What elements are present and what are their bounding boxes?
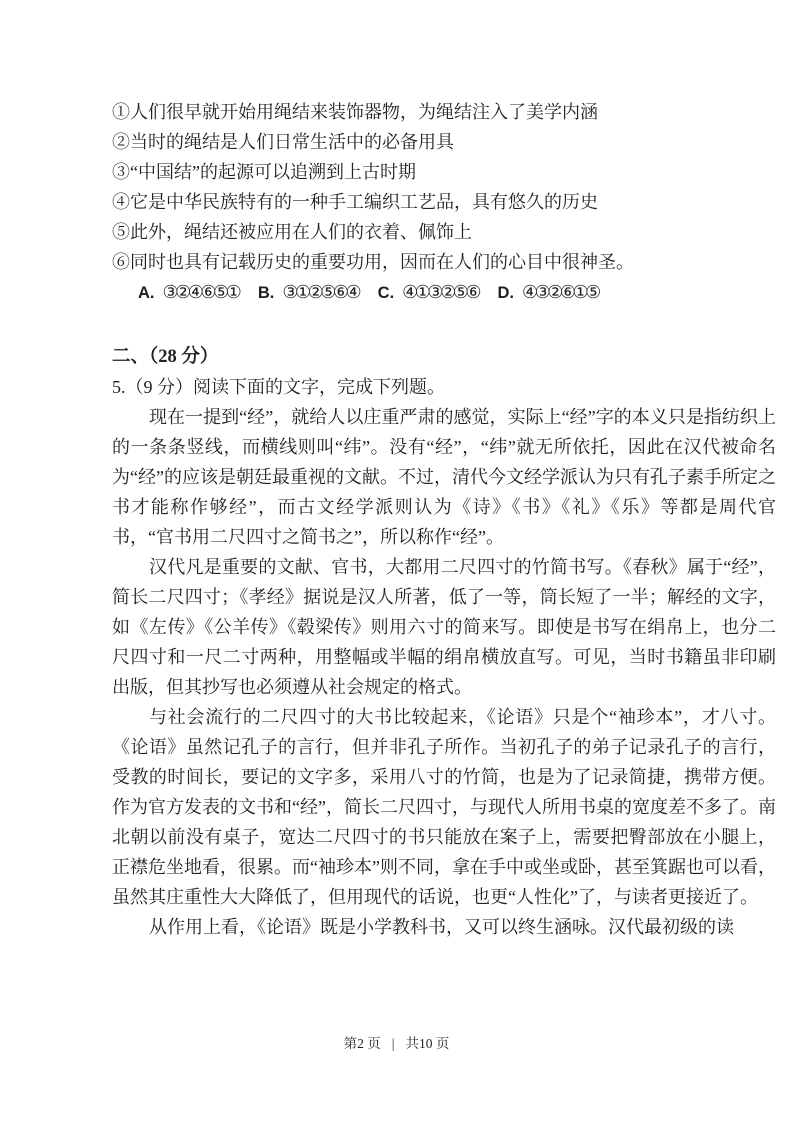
passage-paragraph-2: 汉代凡是重要的文献、官书，大都用二尺四寸的竹简书写。《春秋》属于“经”，简长二尺四寸；《孝经》据说是汉人所著，低了一等，筒长短了一半；解经的文字，如《左传》《公羊传》《毂梁传》则用六寸的简来写。即使是书写在绢帛上，也分二尺四寸和一尺二寸两种，用整幅或半幅的绢帛横放直写。可见，当时书籍虽非印刷出版，但其抄写也必须遵从社会规定的格式。 xyxy=(112,557,776,697)
sentence-item-6: ⑥同时也具有记载历史的重要功用，因而在人们的心目中很神圣。 xyxy=(112,252,634,272)
sentence-item-2: ②当时的绳结是人们日常生活中的必备用具 xyxy=(112,132,454,152)
option-b xyxy=(258,277,362,308)
footer-separator: | xyxy=(391,1036,395,1051)
option-c-value: ④①③②⑤⑥ xyxy=(402,282,478,302)
sentence-item-3: ③“中国结”的起源可以追溯到上古时期 xyxy=(112,162,416,182)
passage-paragraph-4: 从作用上看，《论语》既是小学教科书，又可以终生涵咏。汉代最初级的读 xyxy=(149,917,734,937)
section-heading: 二、（28 分） xyxy=(112,347,219,367)
option-a-value: ③②④⑥⑤① xyxy=(162,282,239,302)
option-b-value: ③①②⑤⑥④ xyxy=(282,282,359,302)
option-c xyxy=(378,277,482,308)
passage-paragraph-1: 现在一提到“经”，就给人以庄重严肃的感觉，实际上“经”字的本义只是指纺织上的一条条竖线，而横线则叫“纬”。没有“经”，“纬”就无所依托，因此在汉代被命名为“经”的应该是朝廷最重视的文献。不过，清代今文经学派认为只有孔子素手所定之书才能称作够经”，而古文经学派则认为《诗》《书》《礼》《乐》等都是周代官书，“官书用二尺四寸之简书之”，所以称作“经”。 xyxy=(112,407,776,547)
option-a-label: A. xyxy=(138,284,155,302)
option-b-label: B. xyxy=(257,284,275,302)
passage-paragraph-3: 与社会流行的二尺四寸的大书比较起来，《论语》只是个“袖珍本”，才八寸。《论语》虽然记孔子的言行，但并非孔子所作。当初孔子的弟子记录孔子的言行，受教的时间长，要记的文字多，采用八寸的竹简，也是为了记录简捷，携带方便。作为官方发表的文书和“经”，简长二尺四寸，与现代人所用书桌的宽度差不多了。南北朝以前没有桌子，宽达二尺四寸的书只能放在案子上，需要把臀部放在小腿上，正襟危坐地看，很累。而“袖珍本”则不同，拿在手中或坐或卧，甚至箕踞也可以看，虽然其庄重性大大降低了，但用现代的话说，也更“人性化”了，与读者更接近了。 xyxy=(112,707,776,907)
option-d-label: D. xyxy=(497,284,514,302)
answer-options-row xyxy=(138,277,776,308)
footer-current-page: 第2 页 xyxy=(343,1036,381,1051)
option-a xyxy=(138,277,242,308)
sentence-list xyxy=(112,97,776,277)
option-d xyxy=(497,277,601,308)
option-d-value: ④③②⑥①⑤ xyxy=(521,282,598,302)
page-content xyxy=(112,97,776,942)
page-footer xyxy=(0,1034,793,1054)
option-c-label: C. xyxy=(377,284,395,302)
question5-lead: 5.（9 分）阅读下面的文字，完成下列题。 xyxy=(112,377,445,397)
footer-total-pages: 共10 页 xyxy=(405,1036,450,1051)
sentence-item-5: ⑤此外，绳结还被应用在人们的衣着、佩饰上 xyxy=(112,222,472,242)
sentence-item-4: ④它是中华民族特有的一种手工编织工艺品，具有悠久的历史 xyxy=(112,192,598,212)
sentence-item-1: ①人们很早就开始用绳结来装饰器物，为绳结注入了美学内涵 xyxy=(112,102,598,122)
